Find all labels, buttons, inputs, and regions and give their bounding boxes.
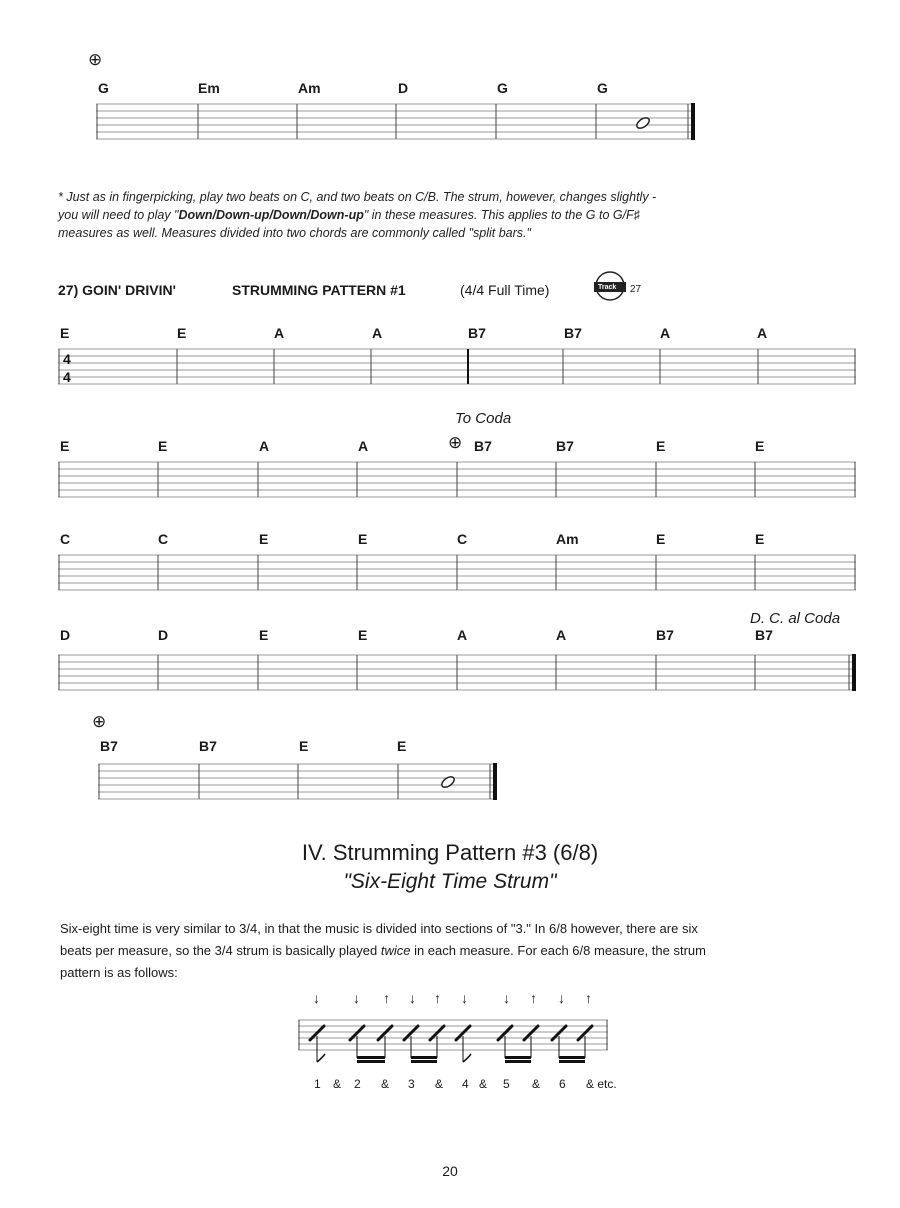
dc-al-coda-label: D. C. al Coda [750, 610, 841, 627]
count-label: & [333, 1077, 342, 1091]
strumming-pattern-label: STRUMMING PATTERN #1 [232, 282, 406, 298]
coda-symbol: ⊕ [88, 50, 103, 70]
svg-text:4: 4 [63, 351, 71, 367]
paragraph-line: beats per measure, so the 3/4 strum is basically played twice in each measure. For each 6/8 measure, the strum [60, 943, 706, 958]
chord-label: B7 [656, 627, 674, 643]
staff-top [96, 102, 701, 142]
chord-label: B7 [468, 325, 486, 341]
strum-down-arrow: ↓ [353, 990, 360, 1006]
svg-text:4: 4 [63, 369, 71, 385]
strum-up-arrow: ↑ [383, 990, 390, 1006]
coda-symbol: ⊕ [448, 433, 463, 453]
strum-down-arrow: ↓ [558, 990, 565, 1006]
strum-notation [298, 1018, 612, 1068]
strum-emphasis: Down/Down-up/Down/Down-up [178, 208, 364, 222]
chord-label: A [556, 627, 567, 643]
time-signature-label: (4/4 Full Time) [460, 282, 550, 298]
chord-label: A [757, 325, 768, 341]
chord-label: C [60, 531, 71, 547]
strum-up-arrow: ↑ [530, 990, 537, 1006]
footnote-line: measures as well. Measures divided into two chords are commonly called "split bars." [58, 226, 531, 240]
coda-symbol: ⊕ [92, 712, 107, 732]
chord-label: Am [556, 531, 579, 547]
chord-label: D [158, 627, 169, 643]
staff-row-1 [58, 347, 858, 389]
strum-down-arrow: ↓ [313, 990, 320, 1006]
chord-label: C [158, 531, 169, 547]
time-signature-4-4 [63, 351, 71, 385]
track-badge-text: Track [598, 284, 617, 291]
count-label: & [532, 1077, 541, 1091]
section-paragraph [60, 918, 860, 984]
whole-note [440, 775, 456, 790]
chord-label: G [497, 80, 508, 96]
emphasis-twice: twice [380, 943, 411, 958]
chord-label: Em [198, 80, 220, 96]
staff-row-2 [58, 460, 858, 502]
count-label: 5 [503, 1077, 510, 1091]
chord-label: Am [298, 80, 321, 96]
chord-label: E [60, 438, 70, 454]
strum-up-arrow: ↑ [434, 990, 441, 1006]
section-subtitle: "Six-Eight Time Strum" [343, 870, 557, 893]
count-label: & [479, 1077, 488, 1091]
chord-label: E [299, 738, 309, 754]
footnote [58, 188, 858, 242]
chord-label: E [158, 438, 168, 454]
footnote-line: * Just as in fingerpicking, play two beats on C, and two beats on C/B. The strum, however, changes slightly - [58, 190, 657, 204]
chord-label: E [656, 531, 666, 547]
chord-label: E [259, 531, 269, 547]
strum-up-arrow: ↑ [585, 990, 592, 1006]
chord-label: A [274, 325, 285, 341]
chord-label: D [60, 627, 71, 643]
count-label: & [435, 1077, 444, 1091]
to-coda-label: To Coda [455, 410, 512, 427]
page-number: 20 [442, 1163, 458, 1179]
chord-label: G [597, 80, 608, 96]
chord-label: A [660, 325, 671, 341]
staff-coda [98, 762, 500, 804]
chord-label: E [358, 531, 368, 547]
strum-down-arrow: ↓ [409, 990, 416, 1006]
chord-label: B7 [556, 438, 574, 454]
chord-label: E [755, 531, 765, 547]
chord-label: D [398, 80, 409, 96]
paragraph-line: Six-eight time is very similar to 3/4, in that the music is divided into sections of "3." In 6/8 however, there are six [60, 921, 698, 936]
track-number: 27 [630, 284, 642, 295]
staff-row-4 [58, 653, 860, 695]
chord-label: B7 [755, 627, 773, 643]
count-label: & [381, 1077, 390, 1091]
chord-label: A [372, 325, 383, 341]
chord-label: E [397, 738, 407, 754]
count-label: 4 [462, 1077, 469, 1091]
chord-label: B7 [564, 325, 582, 341]
chord-label: G [98, 80, 109, 96]
track-badge [592, 270, 652, 304]
chord-label: C [457, 531, 468, 547]
chord-label: E [60, 325, 70, 341]
paragraph-line: pattern is as follows: [60, 965, 178, 980]
count-label: 1 [314, 1077, 321, 1091]
song-title: 27) GOIN' DRIVIN' [58, 282, 176, 298]
chord-label: E [177, 325, 187, 341]
strum-down-arrow: ↓ [503, 990, 510, 1006]
chord-label: E [358, 627, 368, 643]
chord-label: E [656, 438, 666, 454]
chord-label: A [457, 627, 468, 643]
footnote-line: you will need to play "Down/Down-up/Down/Down-up" in these measures. This applies to the G to G/F♯ [58, 208, 640, 222]
count-label: & etc. [586, 1077, 617, 1091]
staff-row-3 [58, 553, 858, 595]
chord-label: B7 [474, 438, 492, 454]
count-label: 2 [354, 1077, 361, 1091]
chord-label: E [259, 627, 269, 643]
chord-label: B7 [199, 738, 217, 754]
chord-label: E [755, 438, 765, 454]
chord-label: A [259, 438, 270, 454]
chord-label: A [358, 438, 369, 454]
section-title: IV. Strumming Pattern #3 (6/8) [301, 840, 599, 865]
strum-down-arrow: ↓ [461, 990, 468, 1006]
chord-label: B7 [100, 738, 118, 754]
count-label: 3 [408, 1077, 415, 1091]
count-label: 6 [559, 1077, 566, 1091]
